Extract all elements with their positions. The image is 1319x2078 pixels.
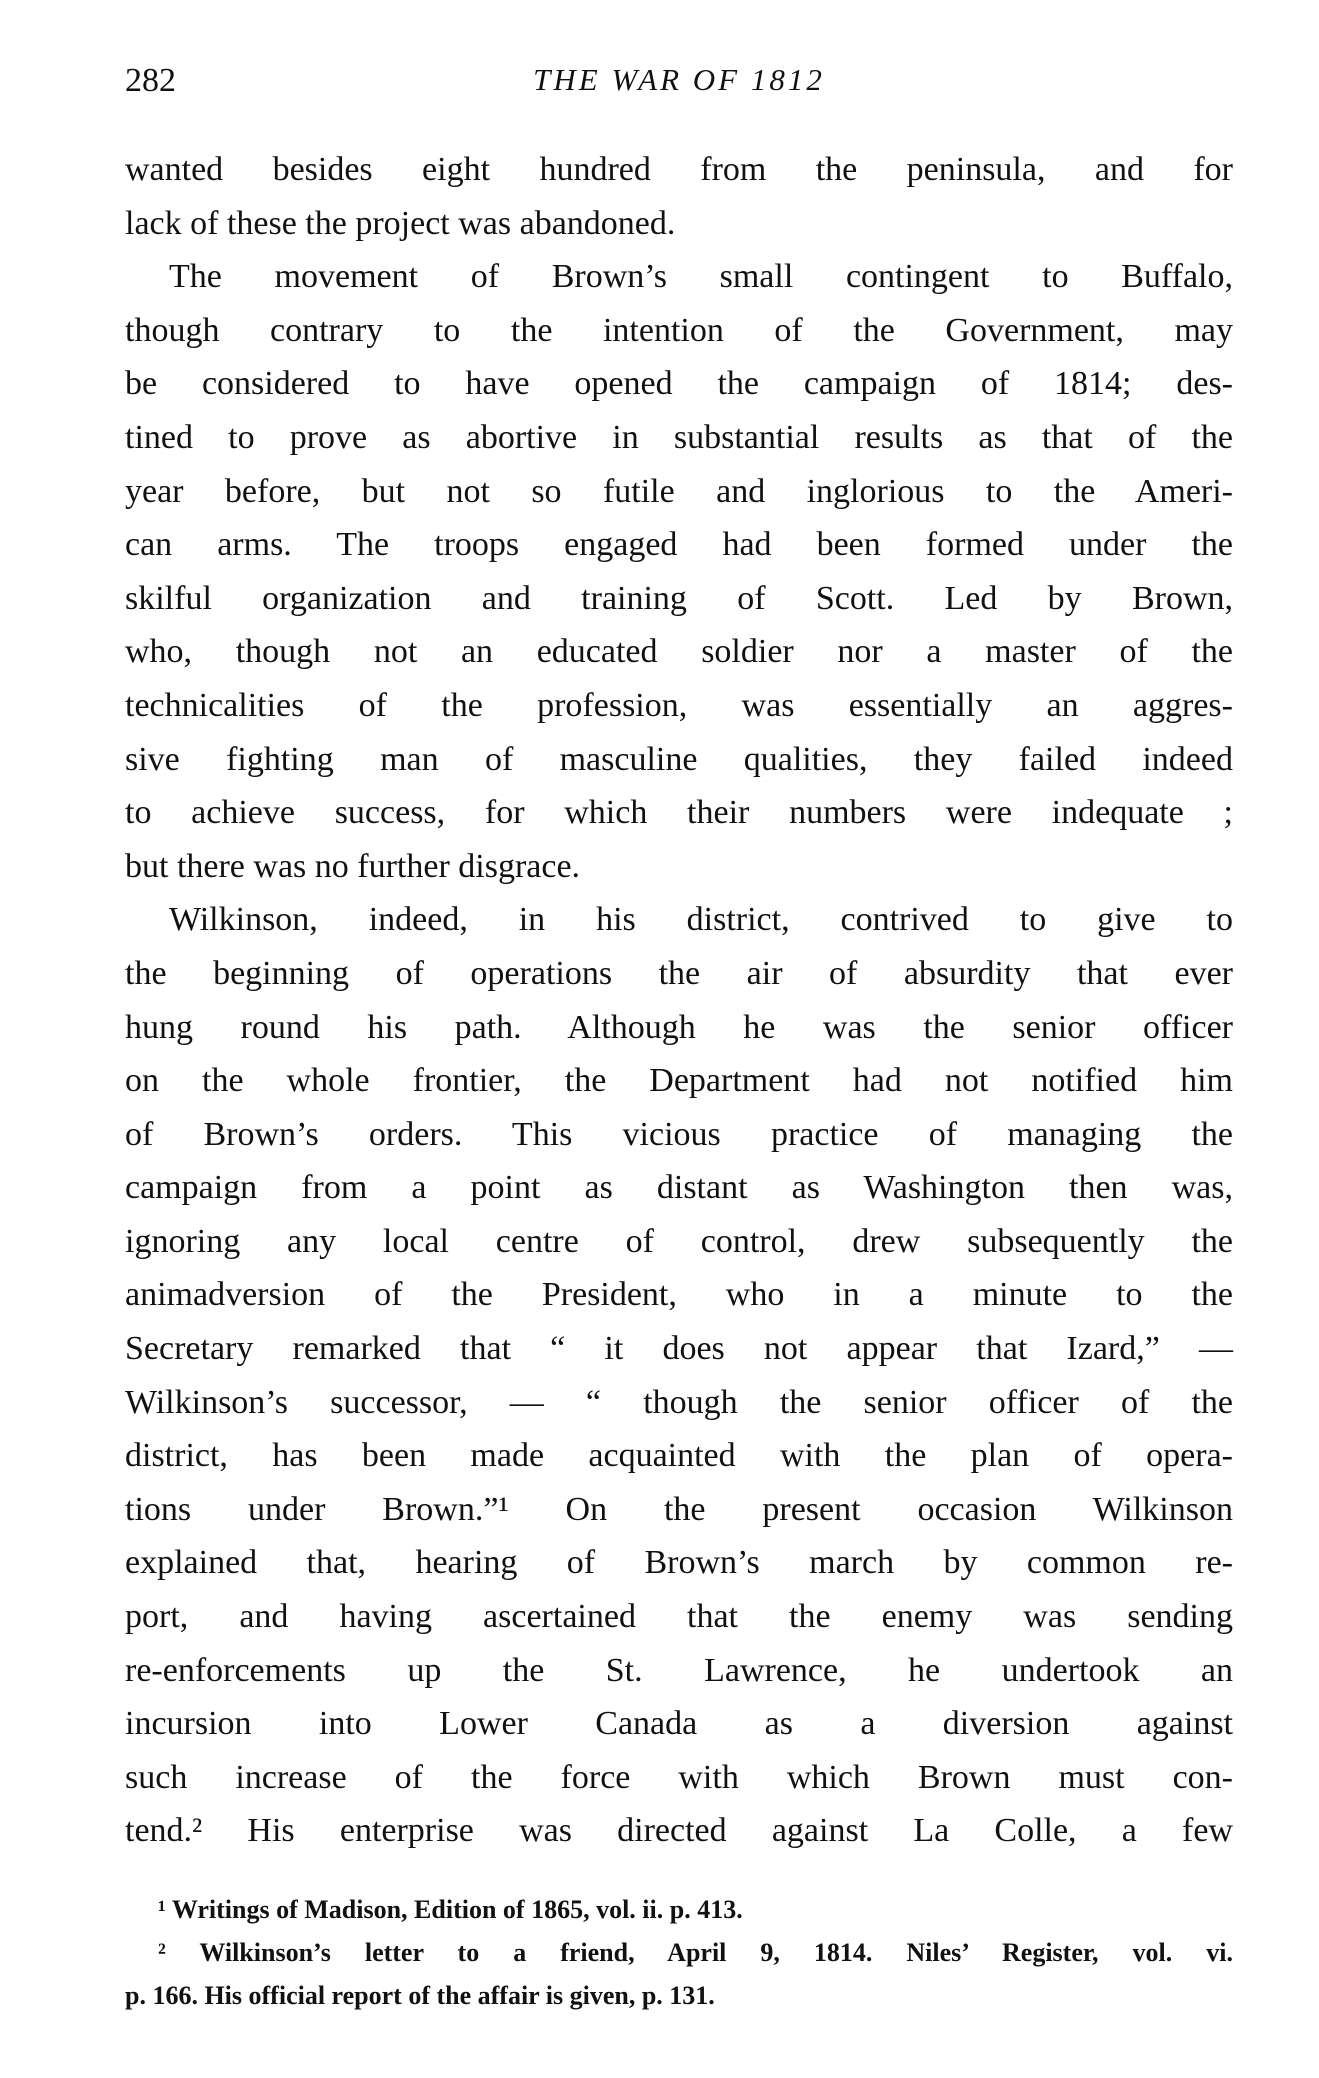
text-line: tions under Brown.”¹ On the present occasion Wilkinson [125, 1490, 1233, 1528]
text-line: explained that, hearing of Brown’s march by common re- [125, 1544, 1233, 1582]
text-line: sive fighting man of masculine qualities, they failed indeed [125, 740, 1233, 778]
footnote-1: ¹ Writings of Madison, Edition of 1865, vol. ii. p. 413. [158, 1895, 743, 1924]
text-line: Secretary remarked that “ it does not appear that Izard,” — [125, 1330, 1233, 1368]
text-line: tend.² His enterprise was directed against La Colle, a few [125, 1812, 1233, 1850]
text-line: of Brown’s orders. This vicious practice of managing the [125, 1115, 1233, 1153]
text-line: incursion into Lower Canada as a diversion against [125, 1705, 1233, 1743]
text-line: Wilkinson, indeed, in his district, contrived to give to [169, 901, 1233, 939]
text-line: lack of these the project was abandoned. [125, 204, 676, 242]
text-line: the beginning of operations the air of absurdity that ever [125, 954, 1233, 992]
text-line: technicalities of the profession, was essentially an aggres- [125, 686, 1233, 724]
text-line: port, and having ascertained that the enemy was sending [125, 1598, 1233, 1636]
text-line: Wilkinson’s successor, — “ though the senior officer of the [125, 1383, 1233, 1421]
running-title: THE WAR OF 1812 [533, 62, 825, 97]
text-line: on the whole frontier, the Department had not notified him [125, 1062, 1233, 1100]
text-line: year before, but not so futile and inglorious to the Ameri- [125, 472, 1233, 510]
text-line: re-enforcements up the St. Lawrence, he undertook an [125, 1651, 1233, 1689]
text-line: who, though not an educated soldier nor a master of the [125, 633, 1233, 671]
text-line: to achieve success, for which their numbers were indequate ; [125, 794, 1233, 832]
text-line: can arms. The troops engaged had been formed under the [125, 526, 1233, 564]
page-number: 282 [125, 62, 176, 99]
text-line: skilful organization and training of Scott. Led by Brown, [125, 579, 1233, 617]
text-line: wanted besides eight hundred from the peninsula, and for [125, 151, 1233, 188]
footnote-2-continued: p. 166. His official report of the affair is given, p. 131. [125, 1981, 715, 2010]
text-line: campaign from a point as distant as Washington then was, [125, 1169, 1233, 1207]
body-text [125, 143, 1233, 1858]
paragraph-2 [125, 250, 1233, 893]
text-line: hung round his path. Although he was the senior officer [125, 1008, 1233, 1046]
text-line: district, has been made acquainted with the plan of opera- [125, 1437, 1233, 1475]
text-line: but there was no further disgrace. [125, 847, 581, 885]
text-line: The movement of Brown’s small contingent to Buffalo, [169, 258, 1233, 296]
text-line: such increase of the force with which Brown must con- [125, 1758, 1233, 1796]
footnote-2: ² Wilkinson’s letter to a friend, April 9, 1814. Niles’ Register, vol. vi. [158, 1938, 1233, 1967]
running-header [125, 62, 1233, 110]
paragraph-3 [125, 893, 1233, 1858]
text-line: though contrary to the intention of the Government, may [125, 311, 1233, 349]
text-line: be considered to have opened the campaign of 1814; des- [125, 365, 1233, 403]
footnotes [125, 1888, 1233, 2017]
paragraph-1 [125, 143, 1233, 250]
text-line: animadversion of the President, who in a minute to the [125, 1276, 1233, 1314]
text-line: tined to prove as abortive in substantial results as that of the [125, 418, 1233, 456]
text-line: ignoring any local centre of control, drew subsequently the [125, 1222, 1233, 1260]
